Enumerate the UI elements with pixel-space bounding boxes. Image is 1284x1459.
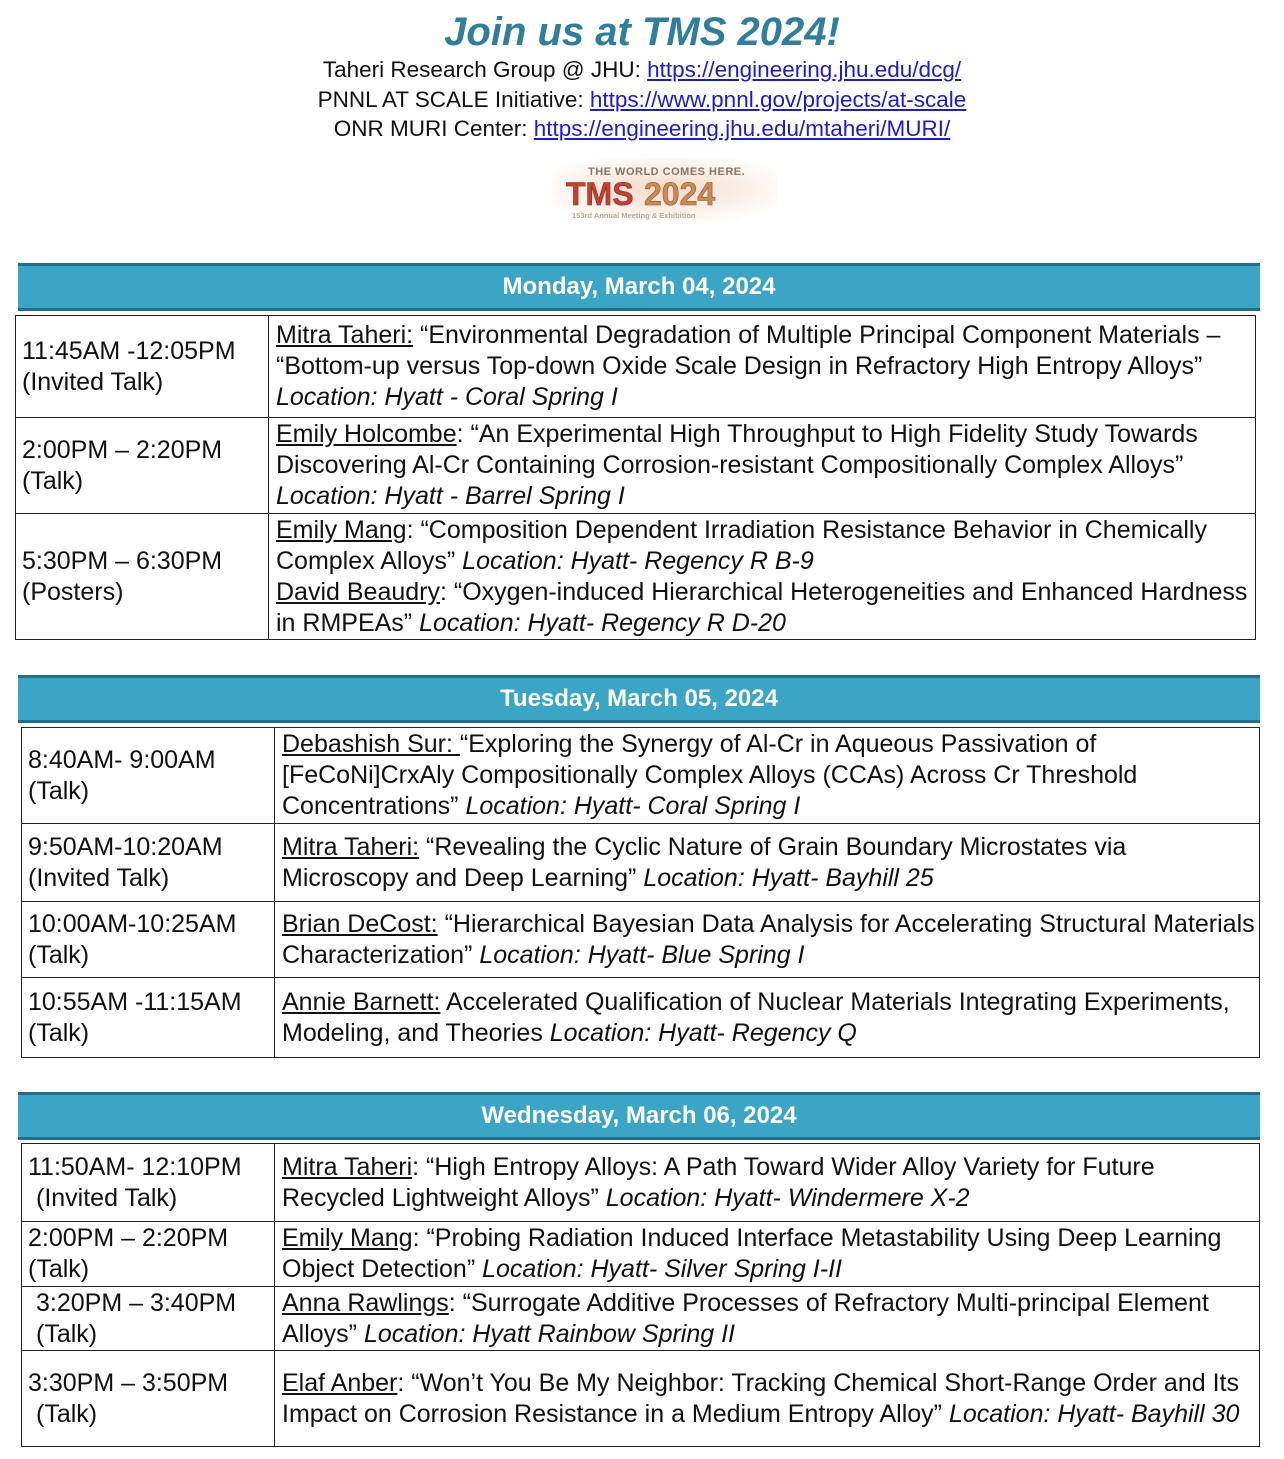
logo-wordmark-tms: TMS [566, 176, 634, 212]
talk-title: “Environmental Degradation of Multiple Principal Component Materials – “Bottom-up versus Top-down Oxide Scale Design in Refractory High Entropy Alloys” [276, 321, 1221, 380]
session-kind: (Talk) [22, 466, 84, 495]
speaker-name: Brian DeCost: [282, 909, 438, 938]
page-title: Join us at TMS 2024! [444, 10, 840, 54]
session-time-cell [22, 1351, 275, 1447]
session-kind: (Posters) [22, 577, 124, 606]
speaker-name: Mitra Taheri: [276, 321, 414, 349]
speaker-name: Emily Holcombe [276, 420, 457, 448]
day-header-monday: Monday, March 04, 2024 [18, 263, 1260, 311]
pnnl-link[interactable]: https://www.pnnl.gov/projects/at-scale [589, 87, 967, 112]
session-kind: (Talk) [36, 1319, 98, 1348]
session-row [22, 902, 1260, 978]
tms-2024-logo [552, 158, 777, 220]
session-time: 11:45AM -12:05PM [22, 336, 236, 365]
session-kind: (Talk) [36, 1399, 98, 1428]
session-kind: (Invited Talk) [36, 1183, 178, 1212]
session-time-cell [22, 728, 275, 824]
session-row [22, 1351, 1260, 1447]
speaker-name: Mitra Taheri [282, 1152, 413, 1181]
logo-tagline: THE WORLD COMES HERE. [588, 166, 746, 178]
speaker-name: Annie Barnett: [282, 987, 441, 1016]
session-time: 3:20PM – 3:40PM [36, 1288, 237, 1317]
session-row [16, 418, 1256, 514]
schedule-table-monday [15, 315, 1256, 640]
talk-title: : “An Experimental High Throughput to High Fidelity Study Towards Discovering Al-Cr Containing Corrosion-resistant Compositionally Complex Alloys” [276, 420, 1198, 479]
session-time: 2:00PM – 2:20PM [22, 435, 223, 464]
session-row [22, 1222, 1260, 1287]
session-time-cell [22, 902, 275, 978]
session-kind: (Talk) [28, 776, 90, 805]
session-row [22, 1287, 1260, 1351]
talk-title: Accelerated Qualification of Nuclear Materials Integrating Experiments, Modeling, and Theories [282, 987, 1230, 1047]
session-desc-cell [275, 978, 1260, 1058]
talk-location: Location: Hyatt- Regency Q [549, 1018, 857, 1047]
talk-title: : “High Entropy Alloys: A Path Toward Wider Alloy Variety for Future Recycled Lightweight Alloys” [282, 1152, 1155, 1212]
talk-location: Location: Hyatt- Blue Spring I [479, 940, 805, 969]
talk-title: “Exploring the Synergy of Al-Cr in Aqueous Passivation of [FeCoNi]CrxAly Compositionally Complex Alloys (CCAs) Across Cr Threshold Concentrations” [282, 730, 1138, 820]
session-row [16, 316, 1256, 418]
talk-location: Location: Hyatt- Bayhill 30 [948, 1399, 1240, 1428]
session-time-cell [22, 1287, 275, 1351]
session-time-cell [16, 514, 269, 640]
session-time-cell [16, 418, 269, 514]
poster-entry [276, 577, 1251, 639]
session-desc-cell [275, 1287, 1260, 1351]
talk-location: Location: Hyatt- Windermere X-2 [605, 1183, 970, 1212]
session-time: 10:55AM -11:15AM [28, 987, 242, 1016]
session-desc-cell [275, 728, 1260, 824]
talk-title: : “Oxygen-induced Hierarchical Heterogeneities and Enhanced Hardness in RMPEAs” [276, 577, 1248, 637]
session-time: 8:40AM- 9:00AM [28, 745, 216, 774]
talk-title: : “Probing Radiation Induced Interface Metastability Using Deep Learning Object Detection” [282, 1224, 1222, 1283]
session-time: 11:50AM- 12:10PM [28, 1152, 242, 1181]
talk-location: Location: Hyatt - Coral Spring I [276, 383, 618, 411]
day-header-wednesday: Wednesday, March 06, 2024 [18, 1092, 1260, 1140]
session-desc-cell [275, 1351, 1260, 1447]
talk-location: Location: Hyatt- Bayhill 25 [643, 863, 934, 892]
speaker-name: Mitra Taheri: [282, 832, 420, 861]
talk-location: Location: Hyatt- Coral Spring I [465, 792, 801, 820]
session-desc-cell [275, 1222, 1260, 1287]
session-time-cell [16, 316, 269, 418]
talk-location: Location: Hyatt Rainbow Spring II [363, 1319, 736, 1348]
talk-title: : “Surrogate Additive Processes of Refractory Multi-principal Element Alloys” [282, 1288, 1209, 1348]
session-kind: (Talk) [28, 1255, 90, 1283]
speaker-name: David Beaudry [276, 577, 440, 606]
link-label: Taheri Research Group @ JHU: [322, 57, 648, 82]
day-header-tuesday: Tuesday, March 05, 2024 [18, 675, 1260, 723]
speaker-name: Emily Mang [276, 515, 407, 544]
speaker-name: Debashish Sur: [282, 730, 460, 758]
session-desc-cell [275, 824, 1260, 902]
session-kind: (Talk) [28, 1018, 90, 1047]
link-line-pnnl [0, 86, 1284, 114]
session-time: 9:50AM-10:20AM [28, 832, 223, 861]
session-desc-cell [275, 1144, 1260, 1222]
talk-location: Location: Hyatt- Regency R B-9 [462, 546, 814, 575]
session-time-cell [22, 1222, 275, 1287]
link-label: ONR MURI Center: [333, 116, 534, 141]
talk-location: Location: Hyatt- Regency R D-20 [419, 608, 786, 637]
logo-wordmark-year: 2024 [644, 176, 716, 212]
session-row [22, 978, 1260, 1058]
link-line-research-group [0, 56, 1284, 84]
talk-title: “Hierarchical Bayesian Data Analysis for Accelerating Structural Materials Characterization” [282, 909, 1255, 969]
session-time: 2:00PM – 2:20PM [28, 1224, 229, 1252]
talk-location: Location: Hyatt - Barrel Spring I [276, 482, 625, 510]
session-row [16, 514, 1256, 640]
talk-location: Location: Hyatt- Silver Spring I-II [482, 1255, 842, 1283]
speaker-name: Emily Mang [282, 1224, 413, 1252]
schedule-table-wednesday [21, 1143, 1260, 1447]
session-row [22, 824, 1260, 902]
session-time-cell [22, 824, 275, 902]
poster-entry [276, 515, 1251, 577]
logo-subline: 153rd Annual Meeting & Exhibition [572, 211, 696, 220]
session-time-cell [22, 978, 275, 1058]
session-kind: (Invited Talk) [22, 367, 164, 396]
schedule-table-tuesday [21, 727, 1260, 1058]
talk-title: “Revealing the Cyclic Nature of Grain Boundary Microstates via Microscopy and Deep Learning” [282, 832, 1127, 892]
speaker-name: Elaf Anber [282, 1368, 398, 1397]
speaker-name: Anna Rawlings [282, 1288, 449, 1317]
session-time: 3:30PM – 3:50PM [28, 1368, 229, 1397]
session-desc-cell [275, 902, 1260, 978]
session-row [22, 1144, 1260, 1222]
session-kind: (Invited Talk) [28, 863, 170, 892]
link-line-muri [0, 115, 1284, 143]
session-desc-cell [269, 418, 1256, 514]
session-time: 5:30PM – 6:30PM [22, 546, 223, 575]
link-label: PNNL AT SCALE Initiative: [317, 87, 590, 112]
muri-link[interactable]: https://engineering.jhu.edu/mtaheri/MURI/ [533, 116, 951, 141]
session-row [22, 728, 1260, 824]
talk-title: : “Composition Dependent Irradiation Resistance Behavior in Chemically Complex Alloys” [276, 515, 1207, 575]
session-kind: (Talk) [28, 940, 90, 969]
session-desc-cell [269, 514, 1256, 640]
research-group-link[interactable]: https://engineering.jhu.edu/dcg/ [647, 57, 962, 82]
session-desc-cell [269, 316, 1256, 418]
session-time-cell [22, 1144, 275, 1222]
session-time: 10:00AM-10:25AM [28, 909, 237, 938]
talk-title: : “Won’t You Be My Neighbor: Tracking Chemical Short-Range Order and Its Impact on Corrosion Resistance in a Medium Entropy Alloy” [282, 1368, 1239, 1428]
